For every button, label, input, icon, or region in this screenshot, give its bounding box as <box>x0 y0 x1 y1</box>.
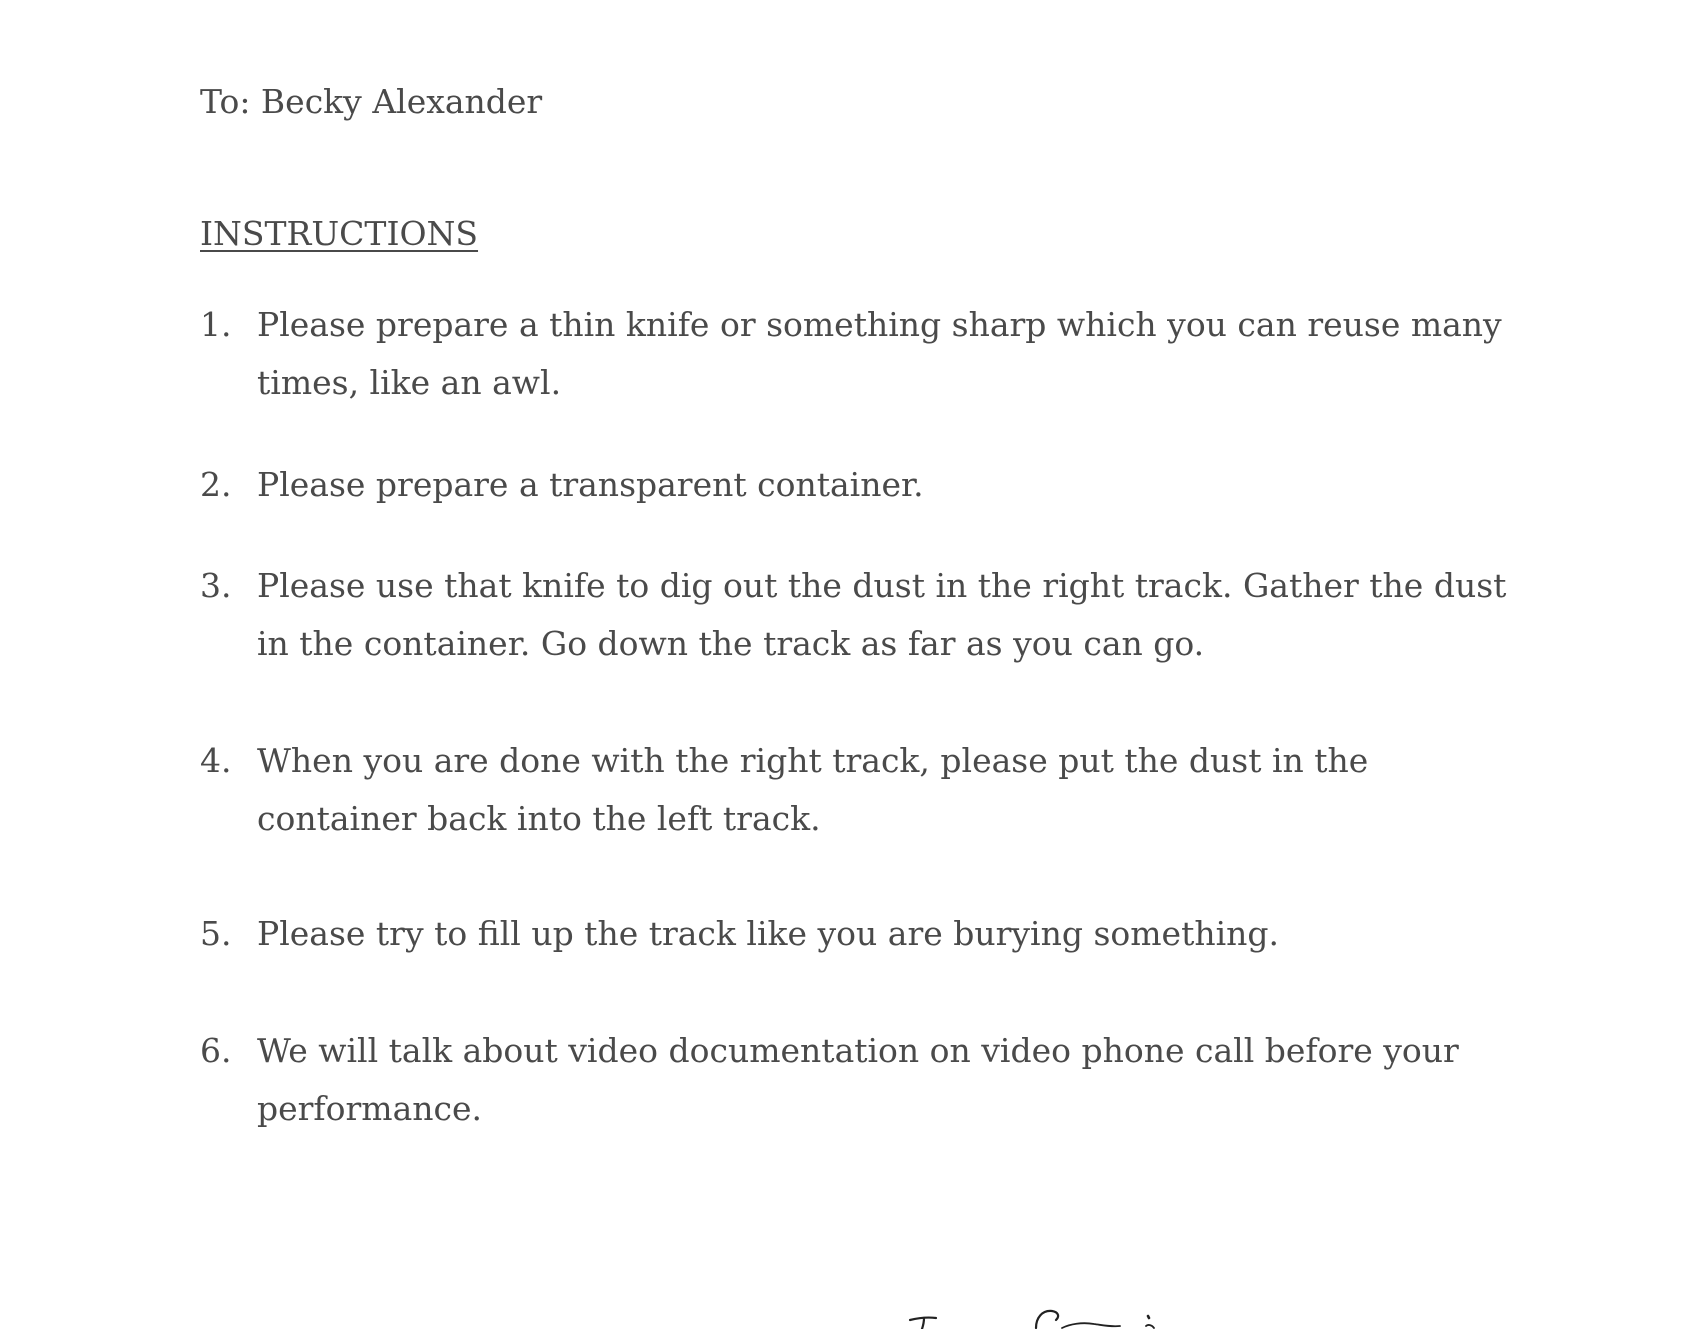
instruction-text: Please prepare a thin knife or something sharp which you can reuse many times, like an awl. <box>257 305 1502 402</box>
instruction-number: 2. <box>200 465 232 504</box>
instruction-text: Please prepare a transparent container. <box>257 465 924 504</box>
instruction-item <box>200 905 1520 963</box>
instruction-text: Please use that knife to dig out the dust in the right track. Gather the dust in the container. Go down the track as far as you can go. <box>257 566 1507 663</box>
signature-strokes <box>890 1298 1190 1329</box>
instruction-text: When you are done with the right track, please put the dust in the container back into the left track. <box>257 741 1369 838</box>
instruction-item <box>200 557 1520 673</box>
instruction-number: 6. <box>200 1031 232 1070</box>
instruction-text: Please try to fill up the track like you are burying something. <box>257 914 1280 953</box>
instruction-item <box>200 456 1520 514</box>
instruction-item <box>200 296 1520 412</box>
instructions-heading: INSTRUCTIONS <box>200 214 479 253</box>
recipient-line: To: Becky Alexander <box>200 82 543 121</box>
instruction-item <box>200 1022 1520 1138</box>
instruction-number: 3. <box>200 566 232 605</box>
instruction-item <box>200 732 1520 848</box>
instruction-number: 1. <box>200 305 232 344</box>
instruction-number: 4. <box>200 741 232 780</box>
handwritten-signature <box>890 1298 1190 1329</box>
instruction-number: 5. <box>200 914 232 953</box>
instruction-text: We will talk about video documentation on video phone call before your performance. <box>257 1031 1459 1128</box>
